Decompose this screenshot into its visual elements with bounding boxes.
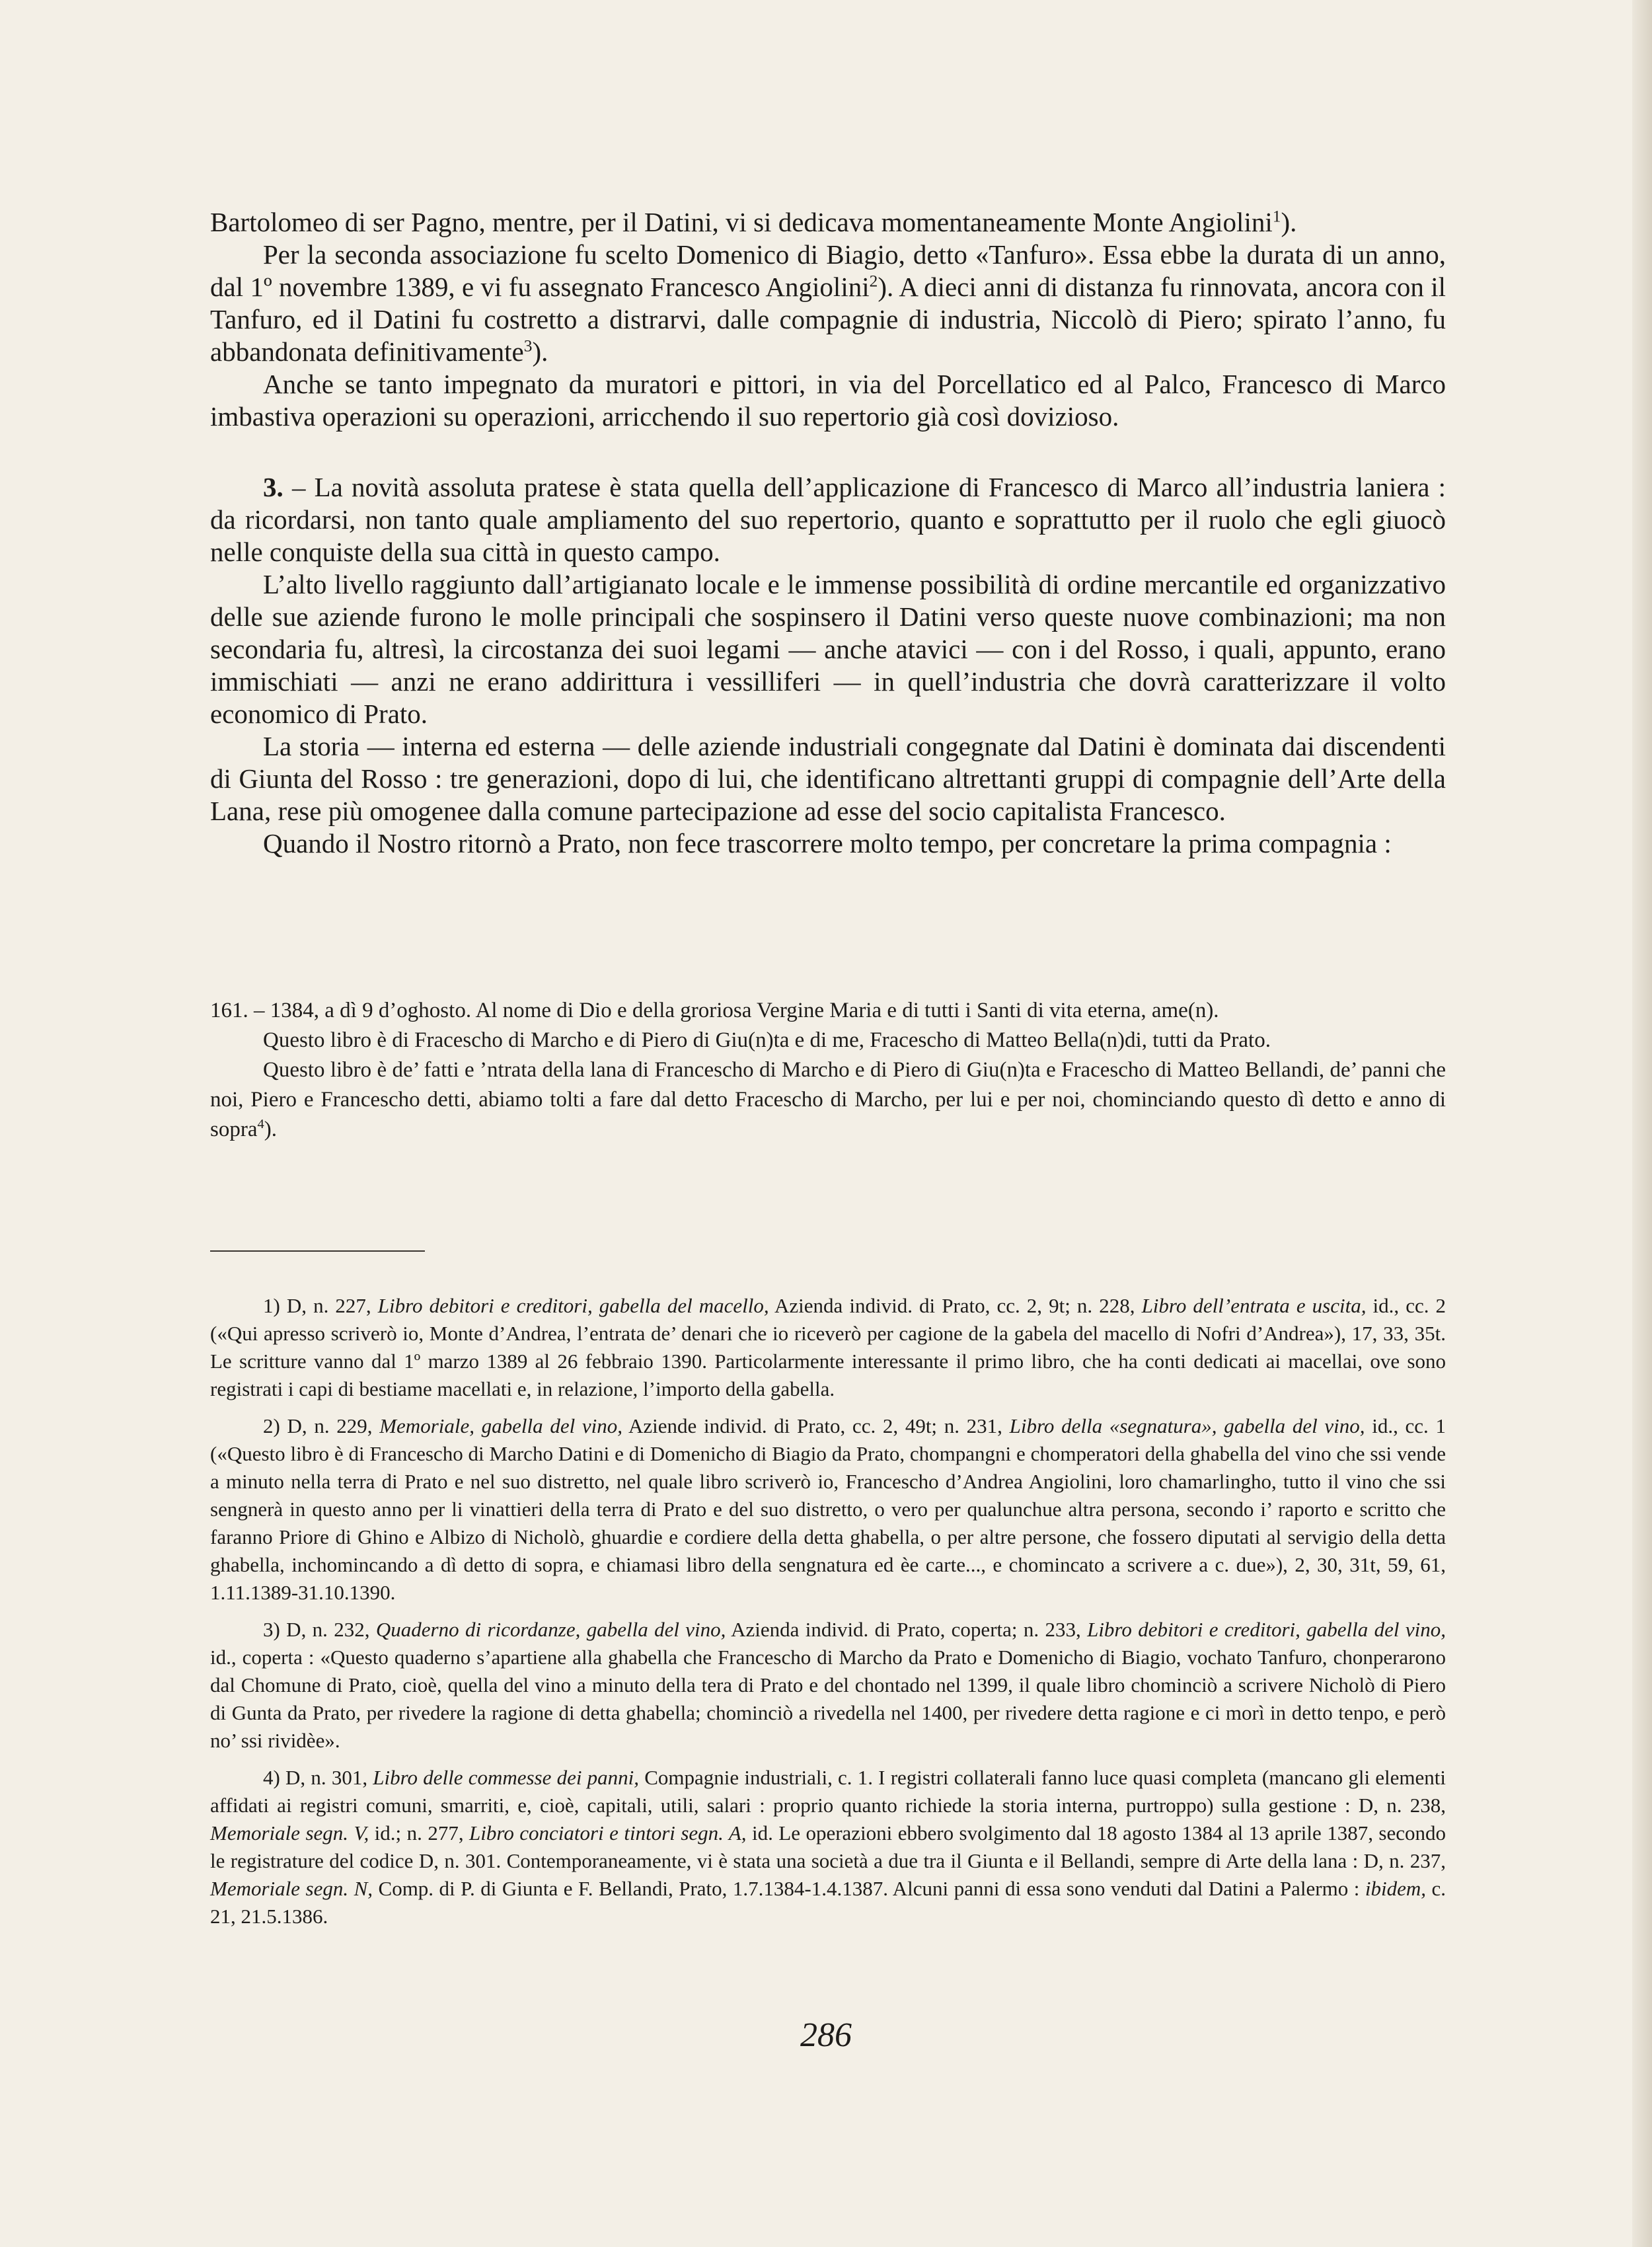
footnote-2: 2) D, n. 229, Memoriale, gabella del vino, Aziende individ. di Prato, cc. 2, 49t; n. 231, Libro della «segnatura», gabella del vino, id., cc. 1 («Questo libro è di Francescho di Marcho Datini e di Domenicho di Biagio da Prato, chompangni e chomperatori della ghabella del vino che ssi vende a minuto nella terra di Prato e nel suo distretto, nel quale libro scriverò io, Francescho d’Andrea Angiolini, loro chamarlingho, tutto il vino che ssi sengnerà in questo anno per li vinattieri della terra di Prato e del suo distretto, o vero per qualunchue altra persona, secondo i’ raporto e scritto che faranno Priore di Ghino e Albizo di Nicholò, ghuardie e cordiere della detta ghabella, o per altre persone, che fossero diputati al servigio della detta ghabella, inchomincando a dì detto di sopra, e chiamasi libro della sengnatura ed èe carte..., e chomincato a scrivere a c. due»), 2, 30, 31t, 59, 61, 1.11.1389-31.10.1390. <box>210 1414 1446 1604</box>
paragraph: La storia — interna ed esterna — delle aziende industriali congegnate dal Datini è dominata dai discendenti di Giunta del Rosso : tre generazioni, dopo di lui, che identificano altrettanti gruppi di compagnie dell’Arte della Lana, rese più omogenee dalla comune partecipazione ad esse del socio capitalista Francesco. <box>210 731 1446 826</box>
footnote-separator <box>210 1250 425 1252</box>
footnote-3: 3) D, n. 232, Quaderno di ricordanze, gabella del vino, Azienda individ. di Prato, coperta; n. 233, Libro debitori e creditori, gabella del vino, id., coperta : «Questo quaderno s’apartiene alla ghabella che Francescho di Marcho da Prato e Domenicho di Biagio, vochato Tanfuro, chonperarono dal Chomune di Prato, cioè, quella del vino a minuto della tera di Prato e del chontado nel 1399, il quale libro chominciò a scrivere Nicholò di Piero di Gunta da Prato, per rivedere la ragione di detta ghabella; chominciò a rivedella nel 1400, per rivedere detta ragione e ci morì in detto tenpo, e però no’ ssi rividèe». <box>210 1618 1446 1752</box>
paragraph: L’alto livello raggiunto dall’artigianato locale e le immense possibilità di ordine mercantile ed organizzativo delle sue aziende furono le molle principali che sospinsero il Datini verso queste nuove combinazioni; ma non secondaria fu, altresì, la circostanza dei suoi legami — anche atavici — con i del Rosso, i quali, appunto, erano immischiati — anzi ne erano addirittura i vessilliferi — in quell’industria che dovrà caratterizzare il volto economico di Prato. <box>210 569 1446 729</box>
paragraph: Bartolomeo di ser Pagno, mentre, per il Datini, vi si dedicava momentaneamente Monte Angiolini$^1$). <box>210 207 1297 237</box>
section-paragraph: 3. – La novità assoluta pratese è stata quella dell’applicazione di Francesco di Marco all’industria laniera : da ricordarsi, non tanto quale ampliamento del suo repertorio, quanto e soprattutto per il ruolo che egli giuocò nelle conquiste della sua città in questo campo. <box>210 472 1446 567</box>
paragraph: Per la seconda associazione fu scelto Domenico di Biagio, detto «Tanfuro». Essa ebbe la durata di un anno, dal 1º novembre 1389, e vi fu assegnato Francesco Angiolini$^2$). A dieci anni di distanza fu rinnovata, ancora con il Tanfuro, ed il Datini fu costretto a distrarvi, dalle compagnie di industria, Niccolò di Piero; spirato l’anno, fu abbandonata definitivamente$^3$). <box>210 239 1446 367</box>
paragraph: Anche se tanto impegnato da muratori e pittori, in via del Porcellatico ed al Palco, Francesco di Marco imbastiva operazioni su operazioni, arricchendo il suo repertorio già così dovizioso. <box>210 369 1446 432</box>
page-number: 286 <box>800 2016 852 2054</box>
document-line: Questo libro è de’ fatti e ’ntrata della lana di Francescho di Marcho e di Piero di Giu(n)ta e Fracescho di Matteo Bellandi, de’ panni che noi, Piero e Francescho detti, abiamo tolti a fare dal detto Fracescho di Marcho, per lui e per noi, chominciando questo dì detto e anno di sopra$^4$). <box>210 1058 1446 1141</box>
footnote-4: 4) D, n. 301, Libro delle commesse dei panni, Compagnie industriali, c. 1. I registri collaterali fanno luce quasi completa (mancano gli elementi affidati ai registri comuni, smarriti, e, cioè, capitali, utili, salari : proprio quanto richiede la storia interna, purtroppo) sulla gestione : D, n. 238, Memoriale segn. V, id.; n. 277, Libro conciatori e tintori segn. A, id. Le operazioni ebbero svolgimento dal 18 agosto 1384 al 13 aprile 1387, secondo le registrature del codice D, n. 301. Contemporaneamente, vi è stata una società a due tra il Giunta e il Bellandi, sempre di Arte della lana : D, n. 237, Memoriale segn. N, Comp. di P. di Giunta e F. Bellandi, Prato, 1.7.1384-1.4.1387. Alcuni panni di essa sono venduti dal Datini a Palermo : ibidem, c. 21, 21.5.1386. <box>210 1766 1446 1928</box>
footnotes <box>210 1292 1446 1940</box>
section-number: 3. <box>263 472 283 502</box>
document-line: Questo libro è di Fracescho di Marcho e di Piero di Giu(n)ta e di me, Fracescho di Matteo Bella(n)di, tutti da Prato. <box>263 1028 1271 1052</box>
main-text <box>210 206 1446 860</box>
document-line: 161. – 1384, a dì 9 d’oghosto. Al nome di Dio e della groriosa Vergine Maria e di tutti i Santi di vita eterna, ame(n). <box>210 999 1219 1022</box>
footnote-1: 1) D, n. 227, Libro debitori e creditori, gabella del macello, Azienda individ. di Prato, cc. 2, 9t; n. 228, Libro dell’entrata e uscita, id., cc. 2 («Qui apresso scriverò io, Monte d’Andrea, l’entrata de’ denari che io riceverò per cagione de la gabela del macello di Nofri d’Andrea»), 17, 33, 35t. Le scritture vanno dal 1º marzo 1389 al 26 febbraio 1390. Particolarmente interessante il primo libro, che ha conti dedicati ai macellai, ove sono registrati i capi di bestiame macellati e, in relazione, l’importo della gabella. <box>210 1294 1446 1400</box>
paragraph: Quando il Nostro ritornò a Prato, non fece trascorrere molto tempo, per concretare la prima compagnia : <box>263 828 1392 858</box>
quoted-document <box>210 996 1446 1145</box>
page-edge-shadow <box>1632 0 1652 2247</box>
